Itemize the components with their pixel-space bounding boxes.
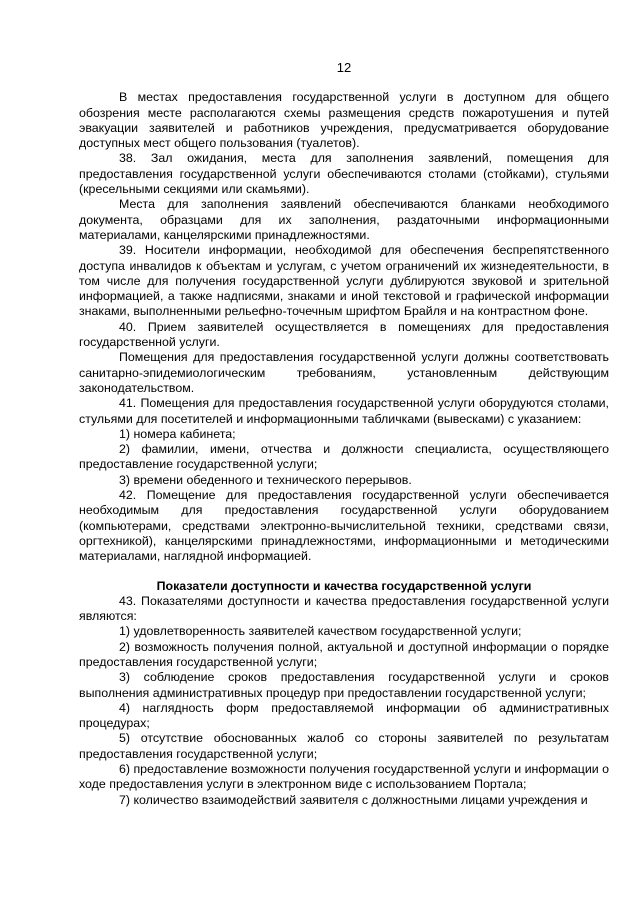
body-text-before (79, 90, 609, 564)
section-heading: Показатели доступности и качества государственной услуги (156, 578, 532, 593)
paragraph: 39. Носители информации, необходимой для обеспечения беспрепятственного доступа инвалидов к объектам и услугам, с учетом ограничений их жизнедеятельности, в том числе для получения государственной услуги дублируются звуковой и зрительной информацией, а также надписями, знаками и иной текстовой и графической информации знаками, выполненными рельефно-точечным шрифтом Брайля и на контрастном фоне. (79, 243, 609, 319)
paragraph: 43. Показателями доступности и качества предоставления государственной услуги являются: (79, 593, 609, 624)
document-page (79, 60, 609, 808)
paragraph: В местах предоставления государственной услуги в доступном для общего обозрения месте располагаются схемы размещения средств пожаротушения и путей эвакуации заявителей и работников учреждения, предусматривается оборудование доступных мест общего пользования (туалетов). (79, 90, 609, 151)
list-item: 4) наглядность форм предоставляемой информации об административных процедурах; (79, 700, 609, 731)
list-item: 6) предоставление возможности получения государственной услуги и информации о ходе предоставления услуги в электронном виде с использованием Портала; (79, 762, 609, 792)
list-item: 2) возможность получения полной, актуальной и доступной информации о порядке предоставления государственной услуги; (79, 639, 609, 669)
page-number: 12 (336, 60, 352, 75)
list-item: 3) соблюдение сроков предоставления государственной услуги и сроков выполнения административных процедур при предоставлении государственной услуги; (79, 670, 609, 700)
paragraph: 38. Зал ожидания, места для заполнения заявлений, помещения для предоставления государственной услуги обеспечиваются столами (стойками), стульями (кресельными секциями или скамьями). (79, 151, 609, 197)
list-item: 2) фамилии, имени, отчества и должности специалиста, осуществляющего предоставление государственной услуги; (79, 442, 609, 472)
list-item: 1) удовлетворенность заявителей качеством государственной услуги; (119, 624, 522, 639)
body-text-after (79, 594, 609, 808)
paragraph: Помещения для предоставления государственной услуги должны соответствовать санитарно-эпидемиологическим требованиям, установленным действующим законодательством. (79, 350, 609, 395)
list-item: 5) отсутствие обоснованных жалоб со стороны заявителей по результатам предоставления государственной услуги; (79, 731, 609, 761)
paragraph: 41. Помещения для предоставления государственной услуги оборудуются столами, стульями для посетителей и информационными табличками (вывесками) с указанием: (79, 396, 609, 426)
list-item: 1) номера кабинета; (119, 426, 236, 441)
list-item: 3) времени обеденного и технического перерывов. (119, 472, 412, 487)
paragraph: 42. Помещение для предоставления государственной услуги обеспечивается необходимым для предоставления государственной услуги оборудованием (компьютерами, средствами электронно-вычислительной техники, средствами связи, оргтехникой), канцелярскими принадлежностями, информационными и методическими материалами, наглядной информацией. (79, 488, 609, 564)
paragraph: Места для заполнения заявлений обеспечиваются бланками необходимого документа, образцами для их заполнения, раздаточными информационными материалами, канцелярскими принадлежностями. (79, 197, 609, 242)
list-item: 7) количество взаимодействий заявителя с должностными лицами учреждения и (119, 792, 588, 807)
paragraph: 40. Прием заявителей осуществляется в помещениях для предоставления государственной услуги. (79, 319, 609, 350)
